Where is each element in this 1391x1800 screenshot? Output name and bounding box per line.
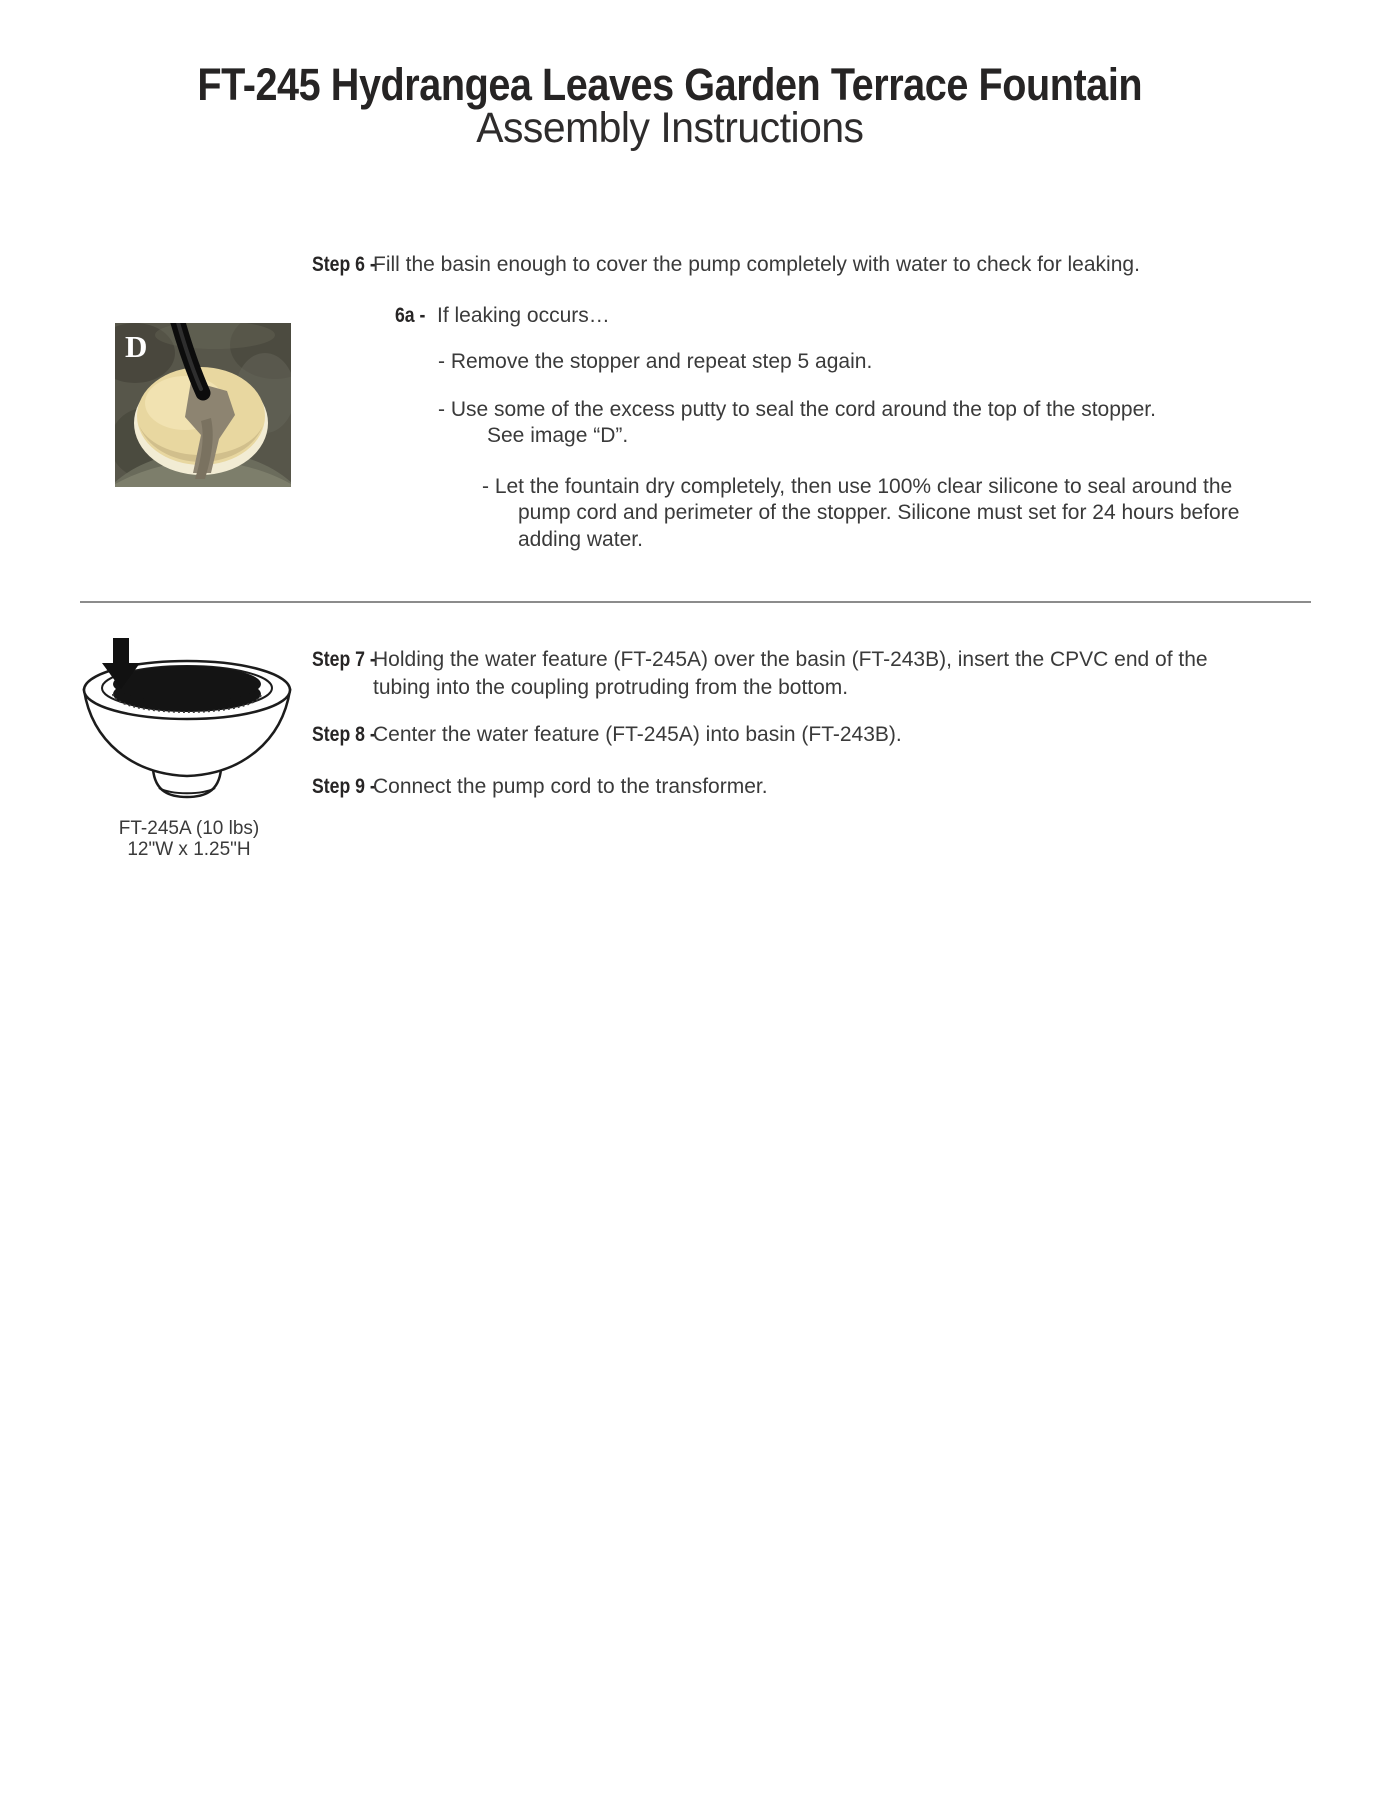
step7-label: Step 7 - [312, 648, 376, 671]
substep-6a-text: If leaking occurs… [437, 304, 610, 327]
step8-text: Center the water feature (FT-245A) into basin (FT-243B). [373, 723, 902, 746]
bullet-excess-putty-line2: See image “D”. [487, 424, 629, 447]
page-subtitle [0, 104, 1340, 152]
bullet-silicone-line1: - Let the fountain dry completely, then use 100% clear silicone to seal around the [482, 475, 1233, 498]
bowl-diagram [80, 636, 298, 808]
bullet-remove-stopper: - Remove the stopper and repeat step 5 again. [438, 350, 873, 373]
substep-6a-label: 6a - [395, 304, 426, 327]
step7-text-line2: tubing into the coupling protruding from the bottom. [373, 676, 849, 699]
step7-text-line1: Holding the water feature (FT-245A) over the basin (FT-243B), insert the CPVC end of the [373, 648, 1208, 671]
page-title [0, 59, 1340, 110]
figure-caption [80, 818, 298, 860]
step9-text: Connect the pump cord to the transformer. [373, 775, 768, 798]
bowl-diagram-svg [80, 636, 298, 808]
step9-label: Step 9 - [312, 775, 376, 798]
step6-text: Fill the basin enough to cover the pump completely with water to check for leaking. [373, 253, 1140, 276]
page-title-text: FT-245 Hydrangea Leaves Garden Terrace Fountain [197, 59, 1143, 110]
photo-image-d [115, 323, 291, 487]
photo-d-label: D [125, 329, 148, 364]
figure-caption-line2: 12"W x 1.25"H [127, 839, 251, 860]
section-divider [80, 601, 1311, 603]
step8-label: Step 8 - [312, 723, 376, 746]
bullet-silicone-line2: pump cord and perimeter of the stopper. Silicone must set for 24 hours before [518, 501, 1240, 524]
page-subtitle-text: Assembly Instructions [476, 104, 864, 152]
bullet-excess-putty-line1: - Use some of the excess putty to seal the cord around the top of the stopper. [438, 398, 1156, 421]
bullet-silicone-line3: adding water. [518, 528, 643, 551]
step6-label: Step 6 - [312, 253, 376, 276]
figure-caption-line1: FT-245A (10 lbs) [118, 818, 260, 839]
